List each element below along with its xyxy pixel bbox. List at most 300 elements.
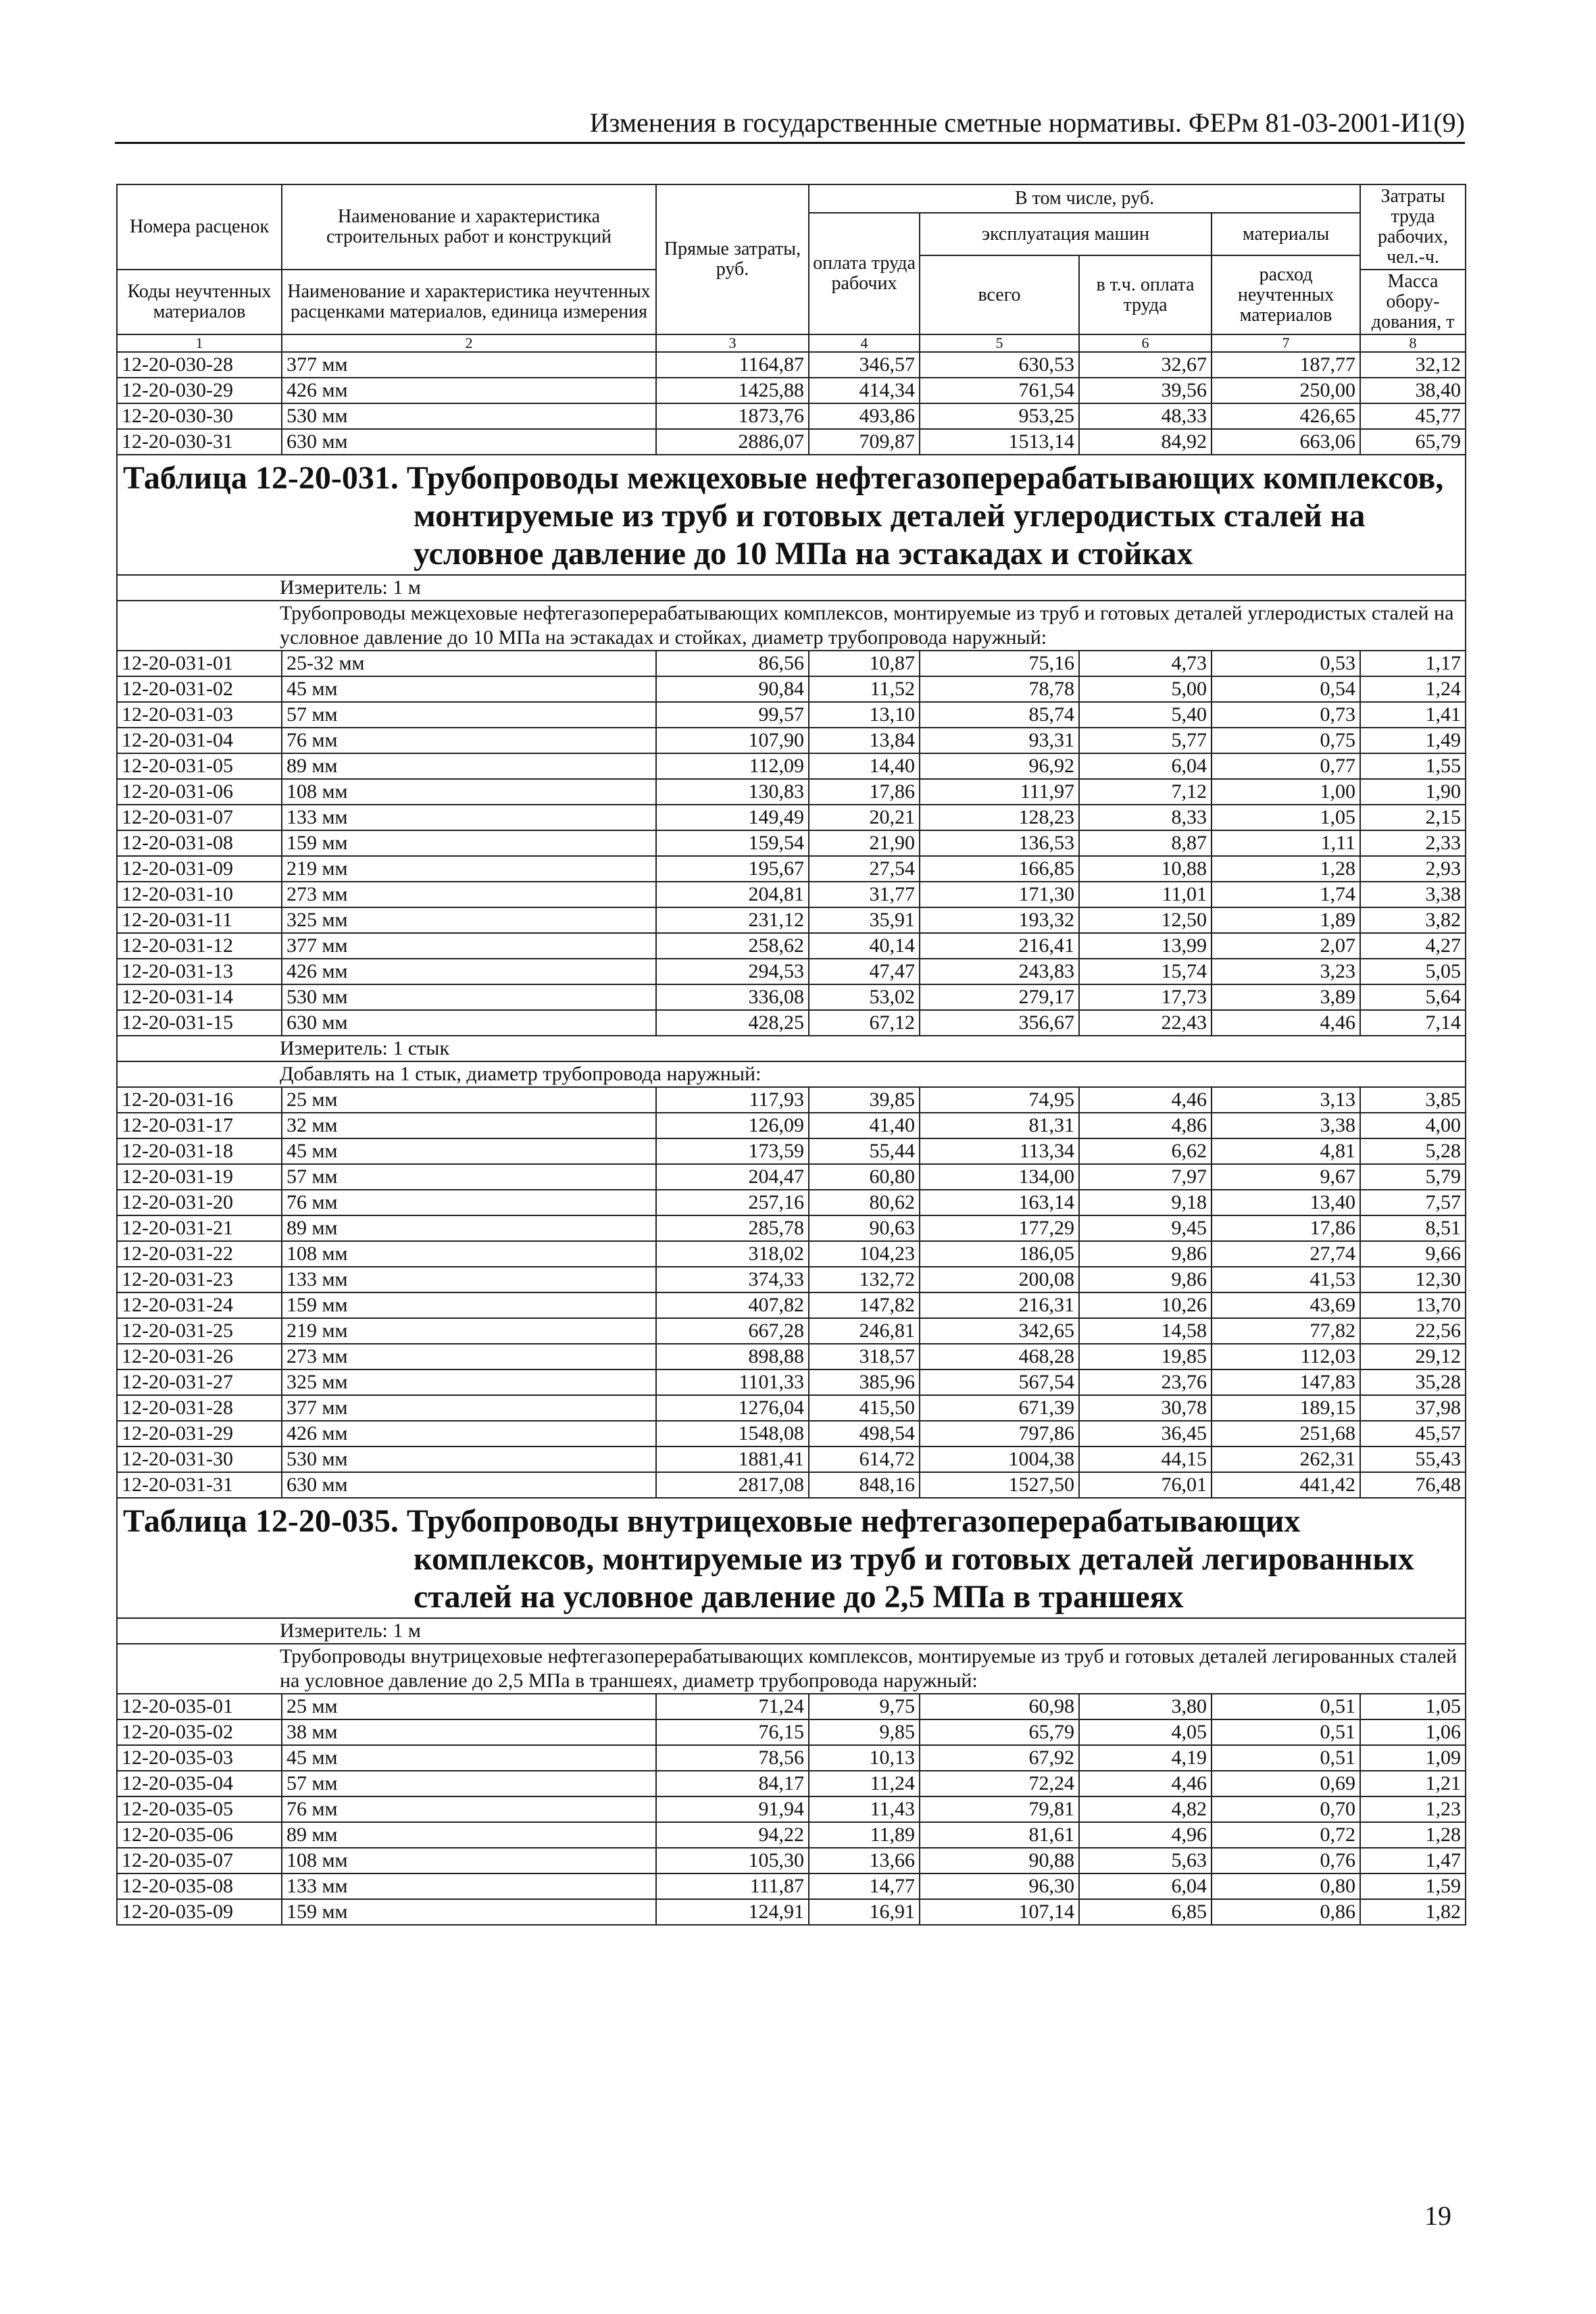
labor-cost: 35,28 — [1360, 1369, 1466, 1395]
labor-cost: 1,09 — [1360, 1745, 1466, 1771]
machine-wages: 22,43 — [1079, 1010, 1212, 1036]
labor-cost: 22,56 — [1360, 1318, 1466, 1344]
labor-cost: 4,00 — [1360, 1113, 1466, 1138]
table-row — [117, 1873, 1466, 1899]
machine-wages: 14,58 — [1079, 1318, 1212, 1344]
machine-wages: 10,26 — [1079, 1292, 1212, 1318]
direct-cost: 76,15 — [656, 1719, 809, 1745]
materials: 9,67 — [1212, 1164, 1360, 1190]
rate-code: 12-20-030-28 — [117, 352, 282, 378]
item-name: 32 мм — [282, 1113, 656, 1138]
labor-cost: 45,57 — [1360, 1421, 1466, 1447]
item-name: 630 мм — [282, 1472, 656, 1498]
materials: 189,15 — [1212, 1395, 1360, 1421]
rate-code: 12-20-031-17 — [117, 1113, 282, 1138]
materials: 0,54 — [1212, 676, 1360, 702]
item-name: 377 мм — [282, 933, 656, 959]
wages: 13,10 — [809, 702, 920, 728]
labor-cost: 1,17 — [1360, 651, 1466, 676]
item-name: 76 мм — [282, 1796, 656, 1822]
table-row — [117, 676, 1466, 702]
machine-wages: 9,45 — [1079, 1215, 1212, 1241]
table-row — [117, 728, 1466, 753]
rate-code: 12-20-035-05 — [117, 1796, 282, 1822]
table-row — [117, 1421, 1466, 1447]
wages: 415,50 — [809, 1395, 920, 1421]
table-row — [117, 1771, 1466, 1796]
wages: 11,89 — [809, 1822, 920, 1848]
machines-total: 113,34 — [920, 1138, 1079, 1164]
machines-total: 81,31 — [920, 1113, 1079, 1138]
rate-code: 12-20-031-02 — [117, 676, 282, 702]
machines-total: 797,86 — [920, 1421, 1079, 1447]
rate-code: 12-20-035-09 — [117, 1899, 282, 1925]
direct-cost: 1276,04 — [656, 1395, 809, 1421]
wages: 35,91 — [809, 907, 920, 933]
machines-total: 81,61 — [920, 1822, 1079, 1848]
labor-cost: 5,79 — [1360, 1164, 1466, 1190]
labor-cost: 1,05 — [1360, 1694, 1466, 1719]
rate-code: 12-20-031-03 — [117, 702, 282, 728]
labor-cost: 1,28 — [1360, 1822, 1466, 1848]
labor-cost: 37,98 — [1360, 1395, 1466, 1421]
direct-cost: 71,24 — [656, 1694, 809, 1719]
wages: 10,13 — [809, 1745, 920, 1771]
machines-total: 953,25 — [920, 403, 1079, 429]
wages: 709,87 — [809, 429, 920, 455]
materials: 0,76 — [1212, 1848, 1360, 1873]
col-codes-header: Номера расценок — [117, 184, 282, 270]
wages: 41,40 — [809, 1113, 920, 1138]
item-name: 45 мм — [282, 1745, 656, 1771]
machine-wages: 6,85 — [1079, 1899, 1212, 1925]
rate-code: 12-20-031-25 — [117, 1318, 282, 1344]
col-mass-header: Масса обору-дования, т — [1360, 270, 1466, 334]
labor-cost: 13,70 — [1360, 1292, 1466, 1318]
rows-table-030 — [117, 352, 1466, 455]
rate-code: 12-20-031-12 — [117, 933, 282, 959]
wages: 11,43 — [809, 1796, 920, 1822]
machines-total: 177,29 — [920, 1215, 1079, 1241]
rate-code: 12-20-031-04 — [117, 728, 282, 753]
materials: 27,74 — [1212, 1241, 1360, 1267]
item-name: 89 мм — [282, 753, 656, 779]
materials: 13,40 — [1212, 1190, 1360, 1215]
rate-code: 12-20-031-06 — [117, 779, 282, 805]
table-row — [117, 1215, 1466, 1241]
wages: 55,44 — [809, 1138, 920, 1164]
table-row — [117, 1164, 1466, 1190]
machine-wages: 44,15 — [1079, 1447, 1212, 1472]
item-name: 273 мм — [282, 1344, 656, 1369]
table-row — [117, 1447, 1466, 1472]
labor-cost: 29,12 — [1360, 1344, 1466, 1369]
materials: 0,77 — [1212, 753, 1360, 779]
machine-wages: 6,04 — [1079, 753, 1212, 779]
item-name: 133 мм — [282, 1873, 656, 1899]
labor-cost: 3,38 — [1360, 882, 1466, 907]
machine-wages: 36,45 — [1079, 1421, 1212, 1447]
wages: 67,12 — [809, 1010, 920, 1036]
machine-wages: 5,63 — [1079, 1848, 1212, 1873]
wages: 13,84 — [809, 728, 920, 753]
rate-code: 12-20-031-23 — [117, 1267, 282, 1292]
machine-wages: 6,62 — [1079, 1138, 1212, 1164]
wages: 104,23 — [809, 1241, 920, 1267]
machines-total: 75,16 — [920, 651, 1079, 676]
labor-cost: 7,57 — [1360, 1190, 1466, 1215]
machines-total: 193,32 — [920, 907, 1079, 933]
item-name: 25 мм — [282, 1694, 656, 1719]
table-row — [117, 1241, 1466, 1267]
machine-wages: 7,97 — [1079, 1164, 1212, 1190]
materials: 4,81 — [1212, 1138, 1360, 1164]
labor-cost: 2,93 — [1360, 856, 1466, 882]
direct-cost: 257,16 — [656, 1190, 809, 1215]
machine-wages: 4,19 — [1079, 1745, 1212, 1771]
machine-wages: 4,46 — [1079, 1771, 1212, 1796]
direct-cost: 258,62 — [656, 933, 809, 959]
col-materials-header: материалы — [1212, 213, 1360, 255]
item-name: 76 мм — [282, 728, 656, 753]
materials: 147,83 — [1212, 1369, 1360, 1395]
rate-code: 12-20-031-21 — [117, 1215, 282, 1241]
wages: 11,24 — [809, 1771, 920, 1796]
materials: 1,05 — [1212, 805, 1360, 830]
wages: 11,52 — [809, 676, 920, 702]
labor-cost: 3,82 — [1360, 907, 1466, 933]
direct-cost: 149,49 — [656, 805, 809, 830]
table-row — [117, 352, 1466, 378]
wages: 14,40 — [809, 753, 920, 779]
machine-wages: 5,77 — [1079, 728, 1212, 753]
table-031-meter: Измеритель: 1 м — [117, 575, 1466, 601]
direct-cost: 1548,08 — [656, 1421, 809, 1447]
machines-total: 342,65 — [920, 1318, 1079, 1344]
machine-wages: 76,01 — [1079, 1472, 1212, 1498]
table-row — [117, 1822, 1466, 1848]
materials: 4,46 — [1212, 1010, 1360, 1036]
machine-wages: 39,56 — [1079, 378, 1212, 403]
item-name: 133 мм — [282, 805, 656, 830]
rate-code: 12-20-035-07 — [117, 1848, 282, 1873]
rate-code: 12-20-031-15 — [117, 1010, 282, 1036]
item-name: 133 мм — [282, 1267, 656, 1292]
machine-wages: 4,46 — [1079, 1087, 1212, 1113]
machines-total: 671,39 — [920, 1395, 1079, 1421]
rate-code: 12-20-031-14 — [117, 984, 282, 1010]
table-row — [117, 1087, 1466, 1113]
machines-total: 163,14 — [920, 1190, 1079, 1215]
machines-total: 1527,50 — [920, 1472, 1079, 1498]
direct-cost: 374,33 — [656, 1267, 809, 1292]
machines-total: 186,05 — [920, 1241, 1079, 1267]
col-number: 6 — [1079, 334, 1212, 352]
machine-wages: 11,01 — [1079, 882, 1212, 907]
table-header — [117, 184, 1466, 352]
col-name-header: Наименование и характеристика строительных работ и конструкций — [282, 184, 656, 270]
labor-cost: 9,66 — [1360, 1241, 1466, 1267]
machines-total: 78,78 — [920, 676, 1079, 702]
machines-total: 128,23 — [920, 805, 1079, 830]
labor-cost: 8,51 — [1360, 1215, 1466, 1241]
direct-cost: 407,82 — [656, 1292, 809, 1318]
materials: 0,51 — [1212, 1719, 1360, 1745]
machine-wages: 5,40 — [1079, 702, 1212, 728]
item-name: 426 мм — [282, 1421, 656, 1447]
col-mach-total-header: всего — [920, 255, 1079, 334]
wages: 27,54 — [809, 856, 920, 882]
wages: 53,02 — [809, 984, 920, 1010]
table-row — [117, 933, 1466, 959]
item-name: 89 мм — [282, 1215, 656, 1241]
wages: 9,75 — [809, 1694, 920, 1719]
item-name: 159 мм — [282, 1899, 656, 1925]
machines-total: 468,28 — [920, 1344, 1079, 1369]
labor-cost: 1,21 — [1360, 1771, 1466, 1796]
item-name: 57 мм — [282, 702, 656, 728]
table-row — [117, 959, 1466, 984]
wages: 90,63 — [809, 1215, 920, 1241]
machines-total: 79,81 — [920, 1796, 1079, 1822]
machine-wages: 4,96 — [1079, 1822, 1212, 1848]
wages: 31,77 — [809, 882, 920, 907]
item-name: 45 мм — [282, 1138, 656, 1164]
table-row — [117, 779, 1466, 805]
materials: 1,74 — [1212, 882, 1360, 907]
materials: 251,68 — [1212, 1421, 1360, 1447]
direct-cost: 231,12 — [656, 907, 809, 933]
table-row — [117, 1369, 1466, 1395]
machine-wages: 7,12 — [1079, 779, 1212, 805]
table-031-title: Таблица 12-20-031. Трубопроводы межцеховые нефтегазоперерабатывающих комплексов, монтируемые из труб и готовых деталей углеродистых сталей на условное давление до 10 МПа на эстакадах и стойках — [117, 455, 1466, 575]
direct-cost: 1164,87 — [656, 352, 809, 378]
item-name: 25 мм — [282, 1087, 656, 1113]
item-name: 159 мм — [282, 830, 656, 856]
machines-total: 1004,38 — [920, 1447, 1079, 1472]
wages: 346,57 — [809, 352, 920, 378]
direct-cost: 111,87 — [656, 1873, 809, 1899]
machines-total: 200,08 — [920, 1267, 1079, 1292]
machines-total: 85,74 — [920, 702, 1079, 728]
rate-code: 12-20-031-26 — [117, 1344, 282, 1369]
table-row — [117, 1318, 1466, 1344]
table-row — [117, 1472, 1466, 1498]
direct-cost: 204,47 — [656, 1164, 809, 1190]
page-number: 19 — [1424, 2200, 1451, 2231]
col-number: 8 — [1360, 334, 1466, 352]
machines-total: 96,30 — [920, 1873, 1079, 1899]
item-name: 426 мм — [282, 378, 656, 403]
table-035-description: Трубопроводы внутрицеховые нефтегазоперерабатывающих комплексов, монтируемые из труб и готовых деталей легированных сталей на условное давление до 2,5 МПа в траншеях, диаметр трубопровода наружный: — [117, 1644, 1466, 1694]
rows-table-035 — [117, 1694, 1466, 1925]
rate-code: 12-20-031-10 — [117, 882, 282, 907]
machines-total: 74,95 — [920, 1087, 1079, 1113]
item-name: 219 мм — [282, 1318, 656, 1344]
item-name: 377 мм — [282, 352, 656, 378]
rate-code: 12-20-031-27 — [117, 1369, 282, 1395]
col-number: 7 — [1212, 334, 1360, 352]
wages: 21,90 — [809, 830, 920, 856]
item-name: 159 мм — [282, 1292, 656, 1318]
page-header: Изменения в государственные сметные нормативы. ФЕРм 81-03-2001-И1(9) — [115, 107, 1465, 144]
table-row — [117, 1292, 1466, 1318]
rate-code: 12-20-030-29 — [117, 378, 282, 403]
table-row — [117, 753, 1466, 779]
direct-cost: 294,53 — [656, 959, 809, 984]
rate-code: 12-20-031-08 — [117, 830, 282, 856]
machines-total: 136,53 — [920, 830, 1079, 856]
materials: 0,80 — [1212, 1873, 1360, 1899]
rate-code: 12-20-031-01 — [117, 651, 282, 676]
machine-wages: 19,85 — [1079, 1344, 1212, 1369]
column-numbers-row — [117, 334, 1466, 352]
table-row — [117, 651, 1466, 676]
direct-cost: 91,94 — [656, 1796, 809, 1822]
machines-total: 171,30 — [920, 882, 1079, 907]
table-row — [117, 1267, 1466, 1292]
machines-total: 67,92 — [920, 1745, 1079, 1771]
item-name: 325 мм — [282, 1369, 656, 1395]
direct-cost: 99,57 — [656, 702, 809, 728]
machines-total: 93,31 — [920, 728, 1079, 753]
machine-wages: 30,78 — [1079, 1395, 1212, 1421]
rate-code: 12-20-031-31 — [117, 1472, 282, 1498]
materials: 41,53 — [1212, 1267, 1360, 1292]
labor-cost: 32,12 — [1360, 352, 1466, 378]
item-name: 108 мм — [282, 1848, 656, 1873]
item-name: 108 мм — [282, 1241, 656, 1267]
table-row — [117, 1694, 1466, 1719]
item-name: 273 мм — [282, 882, 656, 907]
materials: 0,51 — [1212, 1694, 1360, 1719]
item-name: 45 мм — [282, 676, 656, 702]
machine-wages: 15,74 — [1079, 959, 1212, 984]
materials: 1,11 — [1212, 830, 1360, 856]
materials: 441,42 — [1212, 1472, 1360, 1498]
labor-cost: 1,55 — [1360, 753, 1466, 779]
col-codes2-header: Коды неучтенных материалов — [117, 270, 282, 334]
wages: 17,86 — [809, 779, 920, 805]
wages: 493,86 — [809, 403, 920, 429]
materials: 0,70 — [1212, 1796, 1360, 1822]
direct-cost: 1101,33 — [656, 1369, 809, 1395]
direct-cost: 112,09 — [656, 753, 809, 779]
materials: 0,51 — [1212, 1745, 1360, 1771]
rate-code: 12-20-035-03 — [117, 1745, 282, 1771]
table-row — [117, 1113, 1466, 1138]
machine-wages: 12,50 — [1079, 907, 1212, 933]
rate-code: 12-20-030-31 — [117, 429, 282, 455]
rows-table-031-joint — [117, 1087, 1466, 1498]
machines-total: 216,41 — [920, 933, 1079, 959]
item-name: 630 мм — [282, 429, 656, 455]
direct-cost: 159,54 — [656, 830, 809, 856]
machine-wages: 9,18 — [1079, 1190, 1212, 1215]
item-name: 25-32 мм — [282, 651, 656, 676]
machines-total: 111,97 — [920, 779, 1079, 805]
wages: 498,54 — [809, 1421, 920, 1447]
table-035-title: Таблица 12-20-035. Трубопроводы внутрицеховые нефтегазоперерабатывающих комплексов, монтируемые из труб и готовых деталей легированных сталей на условное давление до 2,5 МПа в траншеях — [117, 1498, 1466, 1618]
labor-cost: 1,49 — [1360, 728, 1466, 753]
col-mat-unaccounted-header: расход неучтенных материалов — [1212, 255, 1360, 334]
machines-total: 65,79 — [920, 1719, 1079, 1745]
table-row — [117, 907, 1466, 933]
item-name: 325 мм — [282, 907, 656, 933]
wages: 47,47 — [809, 959, 920, 984]
rate-code: 12-20-031-05 — [117, 753, 282, 779]
machines-total: 90,88 — [920, 1848, 1079, 1873]
materials: 3,23 — [1212, 959, 1360, 984]
machines-total: 107,14 — [920, 1899, 1079, 1925]
rate-code: 12-20-031-09 — [117, 856, 282, 882]
labor-cost: 5,28 — [1360, 1138, 1466, 1164]
table-row — [117, 856, 1466, 882]
labor-cost: 38,40 — [1360, 378, 1466, 403]
table-row — [117, 1190, 1466, 1215]
labor-cost: 5,05 — [1360, 959, 1466, 984]
materials: 43,69 — [1212, 1292, 1360, 1318]
machine-wages: 10,88 — [1079, 856, 1212, 882]
direct-cost: 318,02 — [656, 1241, 809, 1267]
labor-cost: 1,06 — [1360, 1719, 1466, 1745]
direct-cost: 898,88 — [656, 1344, 809, 1369]
machine-wages: 6,04 — [1079, 1873, 1212, 1899]
table-row — [117, 1719, 1466, 1745]
rate-code: 12-20-031-28 — [117, 1395, 282, 1421]
labor-cost: 1,47 — [1360, 1848, 1466, 1873]
item-name: 89 мм — [282, 1822, 656, 1848]
item-name: 108 мм — [282, 779, 656, 805]
wages: 9,85 — [809, 1719, 920, 1745]
item-name: 377 мм — [282, 1395, 656, 1421]
materials: 0,72 — [1212, 1822, 1360, 1848]
machine-wages: 3,80 — [1079, 1694, 1212, 1719]
machine-wages: 9,86 — [1079, 1241, 1212, 1267]
rate-code: 12-20-031-18 — [117, 1138, 282, 1164]
col-number: 1 — [117, 334, 282, 352]
machine-wages: 23,76 — [1079, 1369, 1212, 1395]
machines-total: 1513,14 — [920, 429, 1079, 455]
wages: 385,96 — [809, 1369, 920, 1395]
rate-code: 12-20-035-04 — [117, 1771, 282, 1796]
materials: 77,82 — [1212, 1318, 1360, 1344]
machines-total: 630,53 — [920, 352, 1079, 378]
table-row — [117, 882, 1466, 907]
labor-cost: 65,79 — [1360, 429, 1466, 455]
labor-cost: 1,41 — [1360, 702, 1466, 728]
rate-code: 12-20-031-16 — [117, 1087, 282, 1113]
labor-cost: 76,48 — [1360, 1472, 1466, 1498]
table-row — [117, 1010, 1466, 1036]
wages: 39,85 — [809, 1087, 920, 1113]
col-name2-header: Наименование и характеристика неучтенных расценками материалов, единица измерения — [282, 270, 656, 334]
direct-cost: 173,59 — [656, 1138, 809, 1164]
wages: 20,21 — [809, 805, 920, 830]
col-number: 5 — [920, 334, 1079, 352]
labor-cost: 1,24 — [1360, 676, 1466, 702]
rate-code: 12-20-031-30 — [117, 1447, 282, 1472]
machine-wages: 17,73 — [1079, 984, 1212, 1010]
table-031-description: Трубопроводы межцеховые нефтегазоперерабатывающих комплексов, монтируемые из труб и готовых деталей углеродистых сталей на условное давление до 10 МПа на эстакадах и стойках, диаметр трубопровода наружный: — [117, 601, 1466, 651]
wages: 848,16 — [809, 1472, 920, 1498]
direct-cost: 1873,76 — [656, 403, 809, 429]
materials: 0,69 — [1212, 1771, 1360, 1796]
direct-cost: 130,83 — [656, 779, 809, 805]
machines-total: 279,17 — [920, 984, 1079, 1010]
wages: 60,80 — [809, 1164, 920, 1190]
direct-cost: 2817,08 — [656, 1472, 809, 1498]
